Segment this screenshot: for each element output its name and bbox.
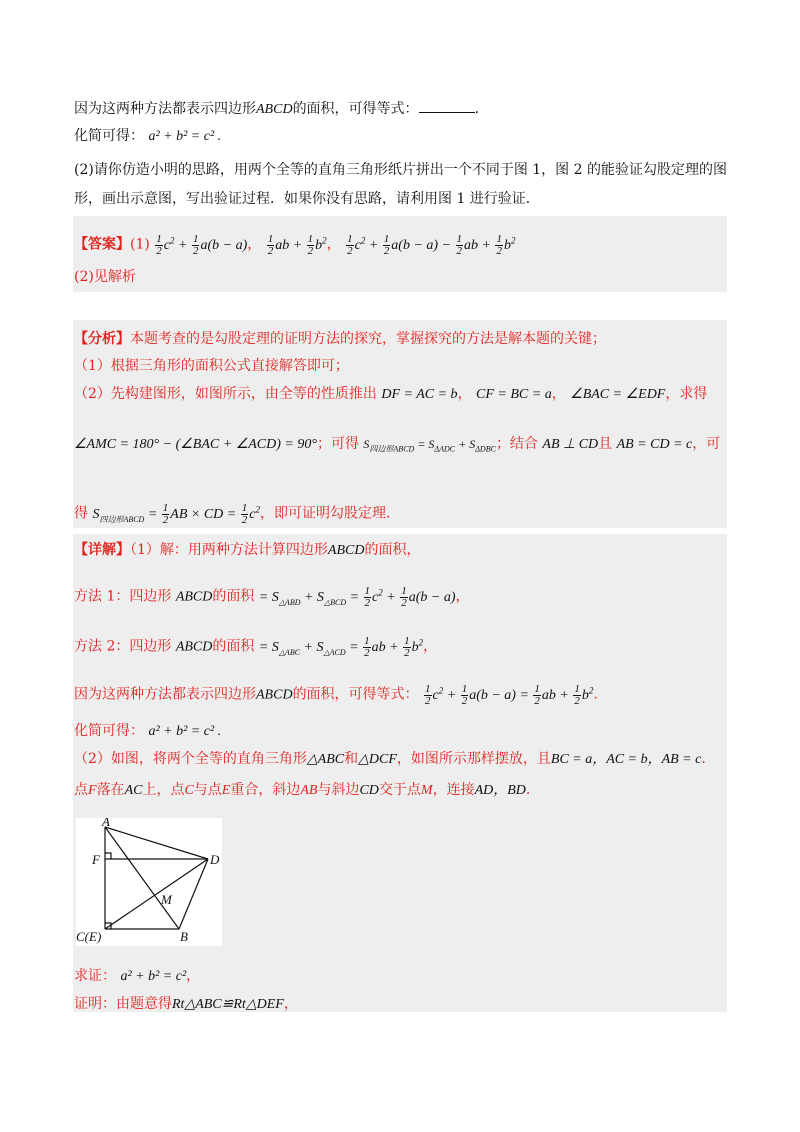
answer-label: 【答案】 — [74, 236, 130, 253]
math-pythag: a² + b² = c² . — [148, 129, 222, 144]
math: △DCF — [358, 752, 397, 767]
math: AB = CD = c — [616, 437, 693, 452]
math: ABCD — [256, 687, 293, 703]
segment-ab — [105, 827, 179, 929]
math: ABCD — [175, 639, 213, 655]
text: 因为这两种方法都表示四边形 — [74, 686, 256, 703]
text: （2）如图，将两个全等的直角三角形 — [74, 751, 307, 767]
text: （1）解：用两种方法计算四边形 — [130, 542, 328, 558]
math-area-formula: $S_{四边形ABCD}$ = $\frac{1}{2}$ AB × CD = $\frac{1}{2}$ $c^2$ — [92, 501, 260, 526]
label-m: M — [161, 892, 172, 907]
text: （1）根据三角形的面积公式直接解答即可； — [74, 358, 349, 374]
answer-formula-3: $\frac{1}{2}$ $c^2$ + $\frac{1}{2}$ a(b − a) − $\frac{1}{2}$ ab + $\frac{1}{2}$ $b^2$ — [347, 232, 516, 257]
text: 落在 — [96, 782, 125, 798]
detail-label: 【详解】 — [74, 542, 130, 558]
geometry-figure — [76, 818, 222, 946]
math: △ABC — [306, 752, 345, 767]
method-1-formula: = $S_{\triangle ABD} + S_{\triangle BCD}$ = $\frac{1}{2}$ $c^2$ + $\frac{1}{2}$ a(b − a) — [258, 584, 456, 609]
text: 本题考查的是勾股定理的证明方法的探究，掌握探究的方法是解本题的关键； — [130, 331, 606, 347]
answer-formula-2: $\frac{1}{2}$ ab + $\frac{1}{2}$ $b^2$ — [267, 232, 327, 257]
text: . — [474, 101, 480, 117]
answer-formula-1: $\frac{1}{2}$ $c^2$ + $\frac{1}{2}$ a(b − a) — [156, 232, 248, 257]
math: DF = AC = b — [381, 387, 458, 402]
math: CF = BC = a — [476, 387, 552, 402]
detail-line-1 — [74, 540, 420, 561]
text: 形，画出示意图，写出验证过程．如果你没有思路，请利用图 1 进行验证． — [74, 191, 540, 207]
math: BC = a，AC = b，AB = c — [550, 752, 702, 767]
segment-cd — [105, 859, 208, 929]
method-2-line: 方法 2：四边形 ABCD的面积 = $S_{\triangle ABC} + S_{\triangle ACD}$ = $\frac{1}{2}$ ab + $\frac{1}{2}$ $b^2$， — [74, 634, 438, 659]
text: 重合，斜边 — [230, 782, 301, 798]
label-ce: C(E) — [76, 929, 102, 944]
intro-line-1 — [74, 99, 479, 120]
intro-line-2 — [74, 126, 221, 147]
part2-line-2 — [74, 780, 530, 801]
text: 且 — [598, 436, 613, 452]
text: 得 — [74, 505, 88, 522]
label-f: F — [92, 852, 100, 867]
text: ， — [283, 996, 298, 1012]
intro-line-4 — [74, 189, 540, 209]
math: ∠BAC = ∠EDF — [570, 387, 666, 402]
math-area-sum: $S_{四边形ABCD} = S_{\Delta ADC} + S_{\Delta DBC}$ — [363, 437, 496, 454]
math: F — [88, 783, 97, 798]
analysis-line-3 — [74, 384, 707, 405]
math: E — [221, 783, 231, 798]
math: a² + b² = c² . — [148, 724, 222, 739]
math: AB — [300, 783, 318, 798]
text: ， — [551, 386, 566, 402]
text: 和 — [344, 751, 359, 767]
text: ， — [457, 386, 472, 402]
text: 点 — [74, 782, 88, 798]
text: ；结合 — [495, 436, 538, 452]
math: M — [420, 783, 433, 798]
text: 的面积 — [212, 588, 255, 605]
math: AC — [124, 783, 143, 798]
analysis-label: 【分析】 — [74, 331, 130, 347]
text: ， — [326, 236, 341, 253]
text: ，即可证明勾股定理． — [259, 505, 400, 522]
segment-ad — [105, 827, 208, 859]
text: 证明：由题意得 — [74, 996, 172, 1012]
text: . — [701, 751, 706, 767]
answer-line-2 — [74, 267, 136, 287]
text: 的面积， — [364, 542, 421, 558]
text: （2）先构建图形，如图所示，由全等的性质推出 — [74, 386, 377, 402]
method-1-line: 方法 1：四边形 ABCD的面积 = $S_{\triangle ABD} + S_{\triangle BCD}$ = $\frac{1}{2}$ $c^2$ + $\frac{1}{2}$ a(b − a)， — [74, 584, 470, 609]
text: 方法 1：四边形 — [74, 588, 172, 605]
answer-line-1 — [74, 226, 515, 260]
text: 交于点 — [378, 782, 421, 798]
text: . — [525, 782, 531, 798]
simplify-line — [74, 721, 221, 742]
math: Rt△ABC≌Rt△DEF — [172, 997, 284, 1012]
text: ；可得 — [316, 436, 359, 452]
answer-blank — [419, 99, 475, 113]
text: ，可 — [692, 436, 721, 452]
text: ， — [186, 968, 201, 984]
math: ABCD — [327, 543, 365, 558]
text: (1) — [130, 236, 150, 253]
math: C — [184, 783, 194, 798]
text: (2)见解析 — [74, 269, 136, 285]
analysis-line-5 — [74, 494, 400, 534]
math: AD，BD — [474, 783, 526, 798]
proof-line — [74, 994, 298, 1015]
text: 的面积，可得等式： — [292, 686, 419, 703]
label-d: D — [210, 852, 220, 867]
text: 化简可得： — [74, 128, 144, 144]
label-b: B — [180, 929, 188, 944]
geometry-svg — [76, 818, 222, 946]
right-angle-f — [105, 853, 111, 859]
equation-line: 因为这两种方法都表示四边形ABCD的面积，可得等式： $\frac{1}{2}$ $c^2$ + $\frac{1}{2}$ a(b − a) = $\frac{1}{2}$ ab + $\frac{1}{2}$ $b^2$. — [74, 682, 598, 707]
text: ，如图所示那样摆放，且 — [396, 751, 551, 767]
method-2-formula: = $S_{\triangle ABC} + S_{\triangle ACD}$ = $\frac{1}{2}$ ab + $\frac{1}{2}$ $b^2$ — [258, 634, 424, 659]
text: ，连接 — [432, 782, 475, 798]
text: 的面积，可得等式： — [292, 101, 419, 117]
text: 因为这两种方法都表示四边形 — [74, 101, 256, 117]
prove-line — [74, 966, 200, 987]
text: 求证： — [74, 968, 116, 984]
analysis-line-2 — [74, 356, 349, 376]
text: 上，点 — [142, 782, 185, 798]
text: 与点 — [193, 782, 222, 798]
text: 的面积 — [212, 638, 255, 655]
analysis-line-1 — [74, 329, 606, 349]
math: AB ⊥ CD — [542, 437, 599, 452]
label-a: A — [102, 818, 110, 829]
part2-line-1 — [74, 749, 706, 770]
intro-line-3 — [74, 160, 727, 180]
text: 与斜边 — [317, 782, 360, 798]
text: 化简可得： — [74, 723, 144, 739]
math: ABCD — [175, 589, 213, 605]
text: ， — [247, 236, 262, 253]
text: ，求得 — [665, 386, 708, 402]
text: 方法 2：四边形 — [74, 638, 172, 655]
analysis-line-4 — [74, 434, 720, 459]
math: ∠AMC = 180° − (∠BAC + ∠ACD) = 90° — [74, 437, 317, 452]
equation-formula: $\frac{1}{2}$ $c^2$ + $\frac{1}{2}$ a(b − a) = $\frac{1}{2}$ ab + $\frac{1}{2}$ $b^2$ — [425, 682, 594, 707]
math: a² + b² = c² — [120, 969, 187, 984]
math-abcd: ABCD — [256, 102, 293, 117]
math: CD — [359, 783, 379, 798]
text: (2)请你仿造小明的思路，用两个全等的直角三角形纸片拼出一个不同于图 1，图 2 的能验证勾股定理的图 — [74, 162, 727, 178]
